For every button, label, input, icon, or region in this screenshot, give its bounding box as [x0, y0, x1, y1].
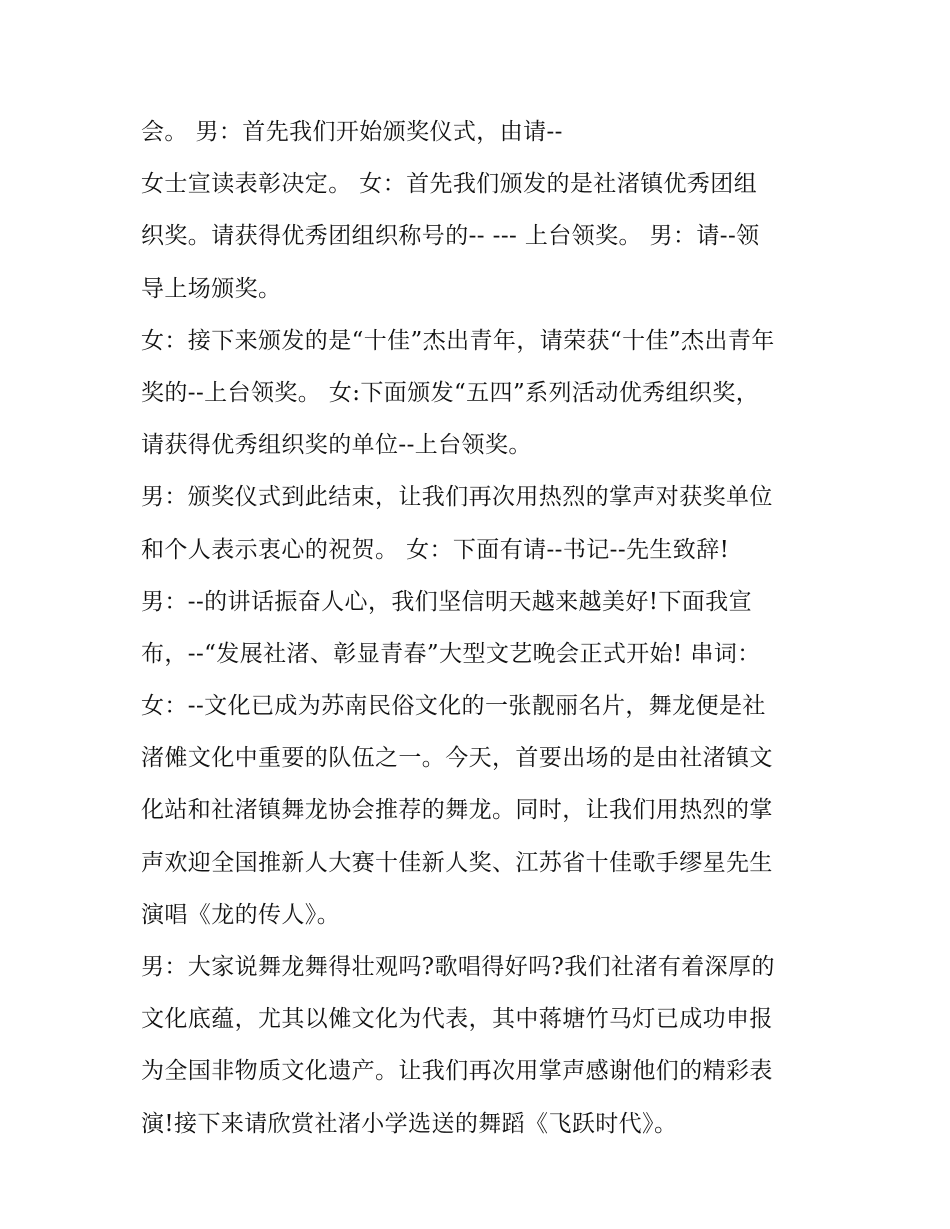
text-line: 男：颁奖仪式到此结束，让我们再次用热烈的掌声对获奖单位 — [141, 484, 773, 511]
text-line: 布，--“发展社渚、彰显青春”大型文艺晚会正式开始! 串词： — [141, 640, 761, 667]
text-line: 会。 男：首先我们开始颁奖仪式，由请-- — [141, 119, 563, 145]
text-line: 文化底蕴，尤其以傩文化为代表，其中蒋塘竹马灯已成功申报 — [141, 1006, 773, 1033]
text-line: 女：接下来颁发的是“十佳”杰出青年，请荣获“十佳”杰出青年 — [141, 327, 775, 354]
text-line: 女士宣读表彰决定。 女：首先我们颁发的是社渚镇优秀团组 — [141, 171, 758, 198]
text-line: 织奖。请获得优秀团组织称号的-- --- 上台领奖。 男：请--领 — [141, 223, 760, 250]
text-line: 导上场颁奖。 — [141, 275, 282, 302]
text-line: 化站和社渚镇舞龙协会推荐的舞龙。同时，让我们用热烈的掌 — [141, 797, 773, 824]
text-line: 男：大家说舞龙舞得壮观吗?歌唱得好吗?我们社渚有着深厚的 — [141, 954, 775, 980]
text-line: 女：--文化已成为苏南民俗文化的一张靓丽名片，舞龙便是社 — [141, 693, 766, 720]
text-line: 为全国非物质文化遗产。让我们再次用掌声感谢他们的精彩表 — [141, 1058, 773, 1085]
document-body — [141, 106, 821, 1150]
text-line: 请获得优秀组织奖的单位--上台领奖。 — [141, 432, 532, 459]
text-line: 男：--的讲话振奋人心，我们坚信明天越来越美好!下面我宣 — [141, 588, 752, 615]
text-line: 演唱《龙的传人》。 — [141, 901, 341, 928]
text-line: 演!接下来请欣赏社渚小学选送的舞蹈《飞跃时代》。 — [141, 1110, 678, 1137]
text-line: 声欢迎全国推新人大赛十佳新人奖、江苏省十佳歌手缪星先生 — [141, 849, 773, 876]
text-line: 渚傩文化中重要的队伍之一。今天，首要出场的是由社渚镇文 — [141, 745, 773, 772]
text-line: 和个人表示衷心的祝贺。 女：下面有请--书记--先生致辞! — [141, 536, 730, 563]
text-line: 奖的--上台领奖。 女:下面颁发“五四”系列活动优秀组织奖， — [141, 379, 760, 406]
